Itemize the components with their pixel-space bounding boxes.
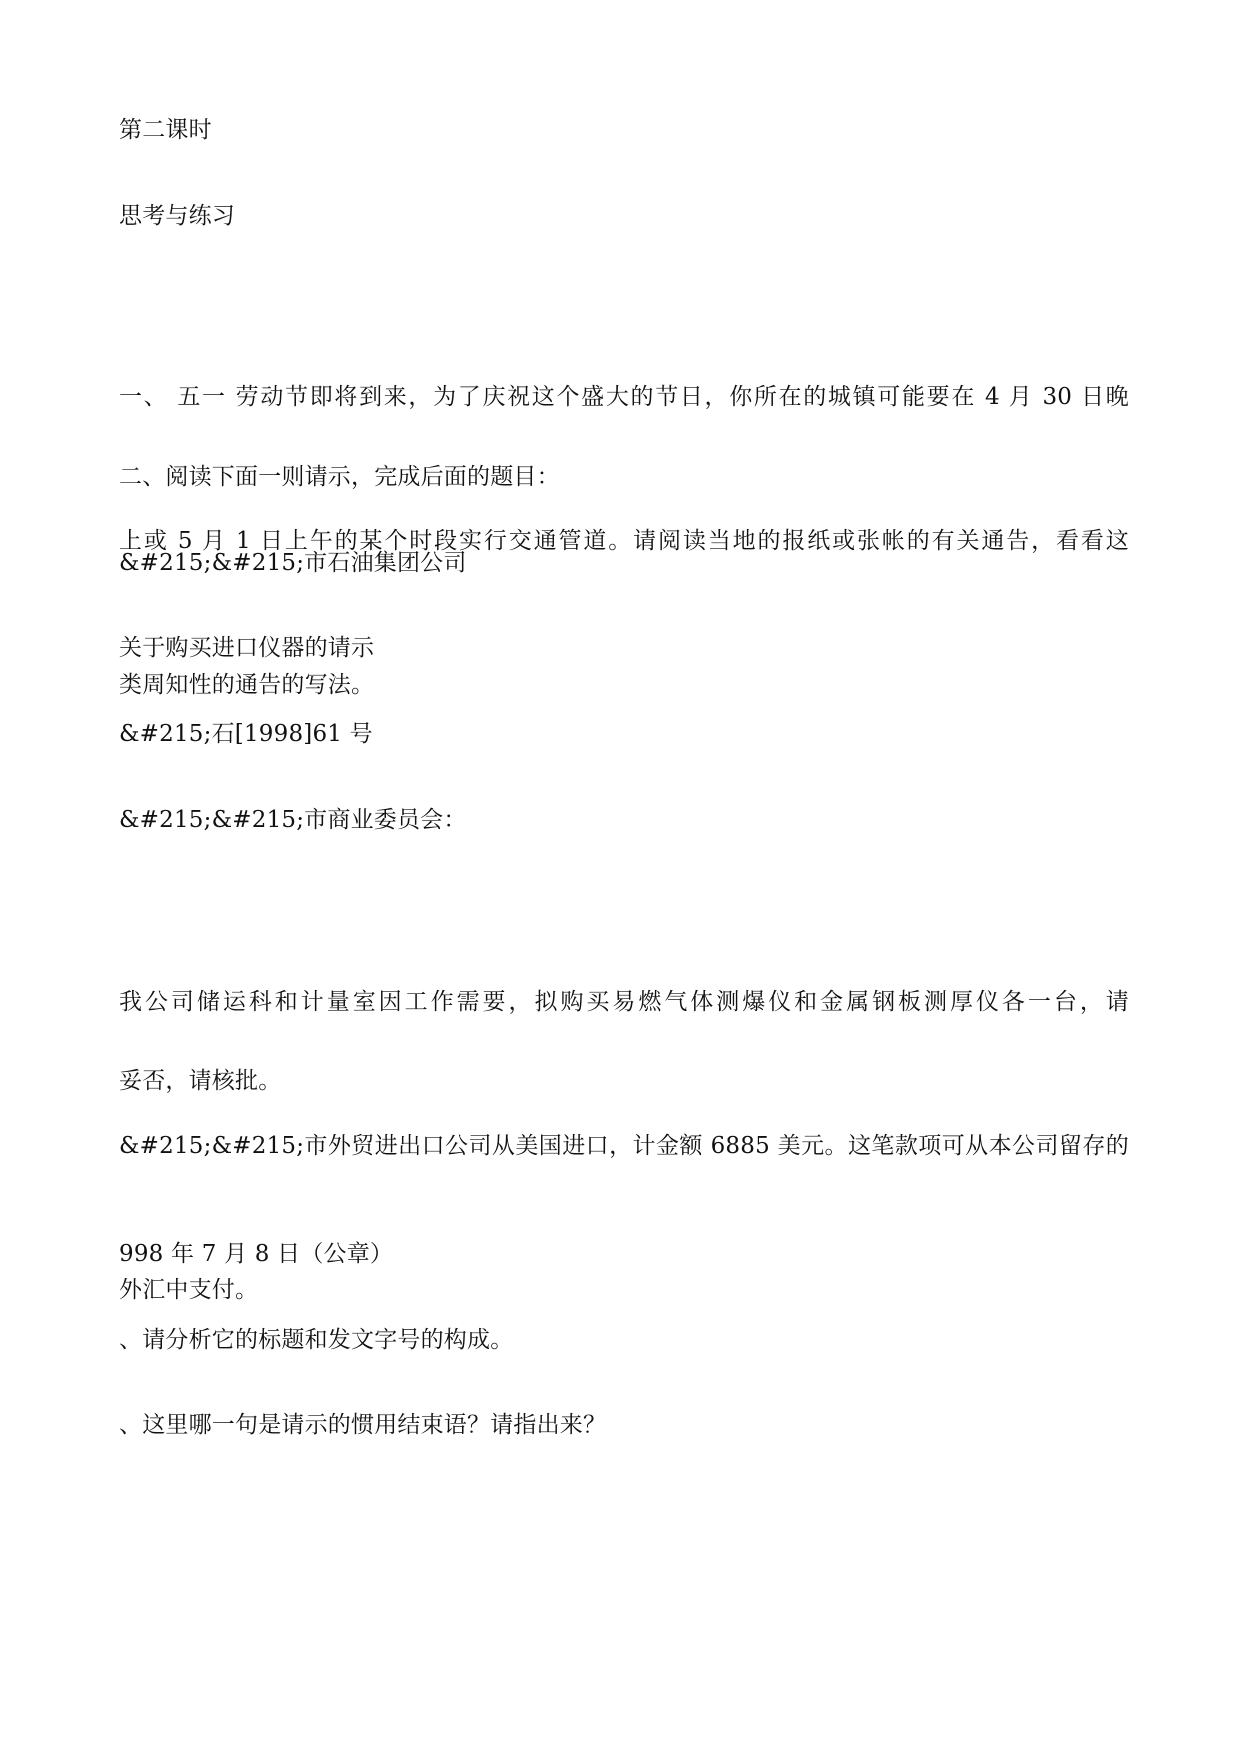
question-2-intro: 二、阅读下面一则请示，完成后面的题目： bbox=[119, 464, 560, 490]
lesson-title: 第二课时 bbox=[119, 117, 212, 143]
request-title: 关于购买进口仪器的请示 bbox=[119, 635, 375, 661]
request-body-line-3: 外汇中支付。 bbox=[119, 1277, 259, 1303]
question-1-line-1: 一、 五一 劳动节即将到来，为了庆祝这个盛大的节日，你所在的城镇可能要在 4 月 30 日晚 bbox=[119, 384, 1129, 410]
request-doc-number: &#215;石[1998]61 号 bbox=[119, 721, 373, 747]
request-date-seal: 998 年 7 月 8 日（公章） bbox=[119, 1241, 394, 1267]
request-issuer: &#215;&#215;市石油集团公司 bbox=[119, 550, 467, 576]
question-1-line-2: 上或 5 月 1 日上午的某个时段实行交通管道。请阅读当地的报纸或张帐的有关通告，看看这 bbox=[119, 528, 1129, 554]
sub-question-2: 、这里哪一句是请示的惯用结束语？请指出来？ bbox=[119, 1412, 607, 1438]
request-body-line-2: &#215;&#215;市外贸进出口公司从美国进口，计金额 6885 美元。这笔款项可从本公司留存的 bbox=[119, 1133, 1129, 1159]
request-closing: 妥否，请核批。 bbox=[119, 1068, 282, 1094]
request-body-line-1: 我公司储运科和计量室因工作需要，拟购买易燃气体测爆仪和金属钢板测厚仪各一台，请 bbox=[119, 989, 1129, 1015]
request-recipient: &#215;&#215;市商业委员会： bbox=[119, 807, 467, 833]
sub-question-1: 、请分析它的标题和发文字号的构成。 bbox=[119, 1327, 514, 1353]
section-title: 思考与练习 bbox=[119, 203, 235, 229]
question-1-line-3: 类周知性的通告的写法。 bbox=[119, 672, 375, 698]
